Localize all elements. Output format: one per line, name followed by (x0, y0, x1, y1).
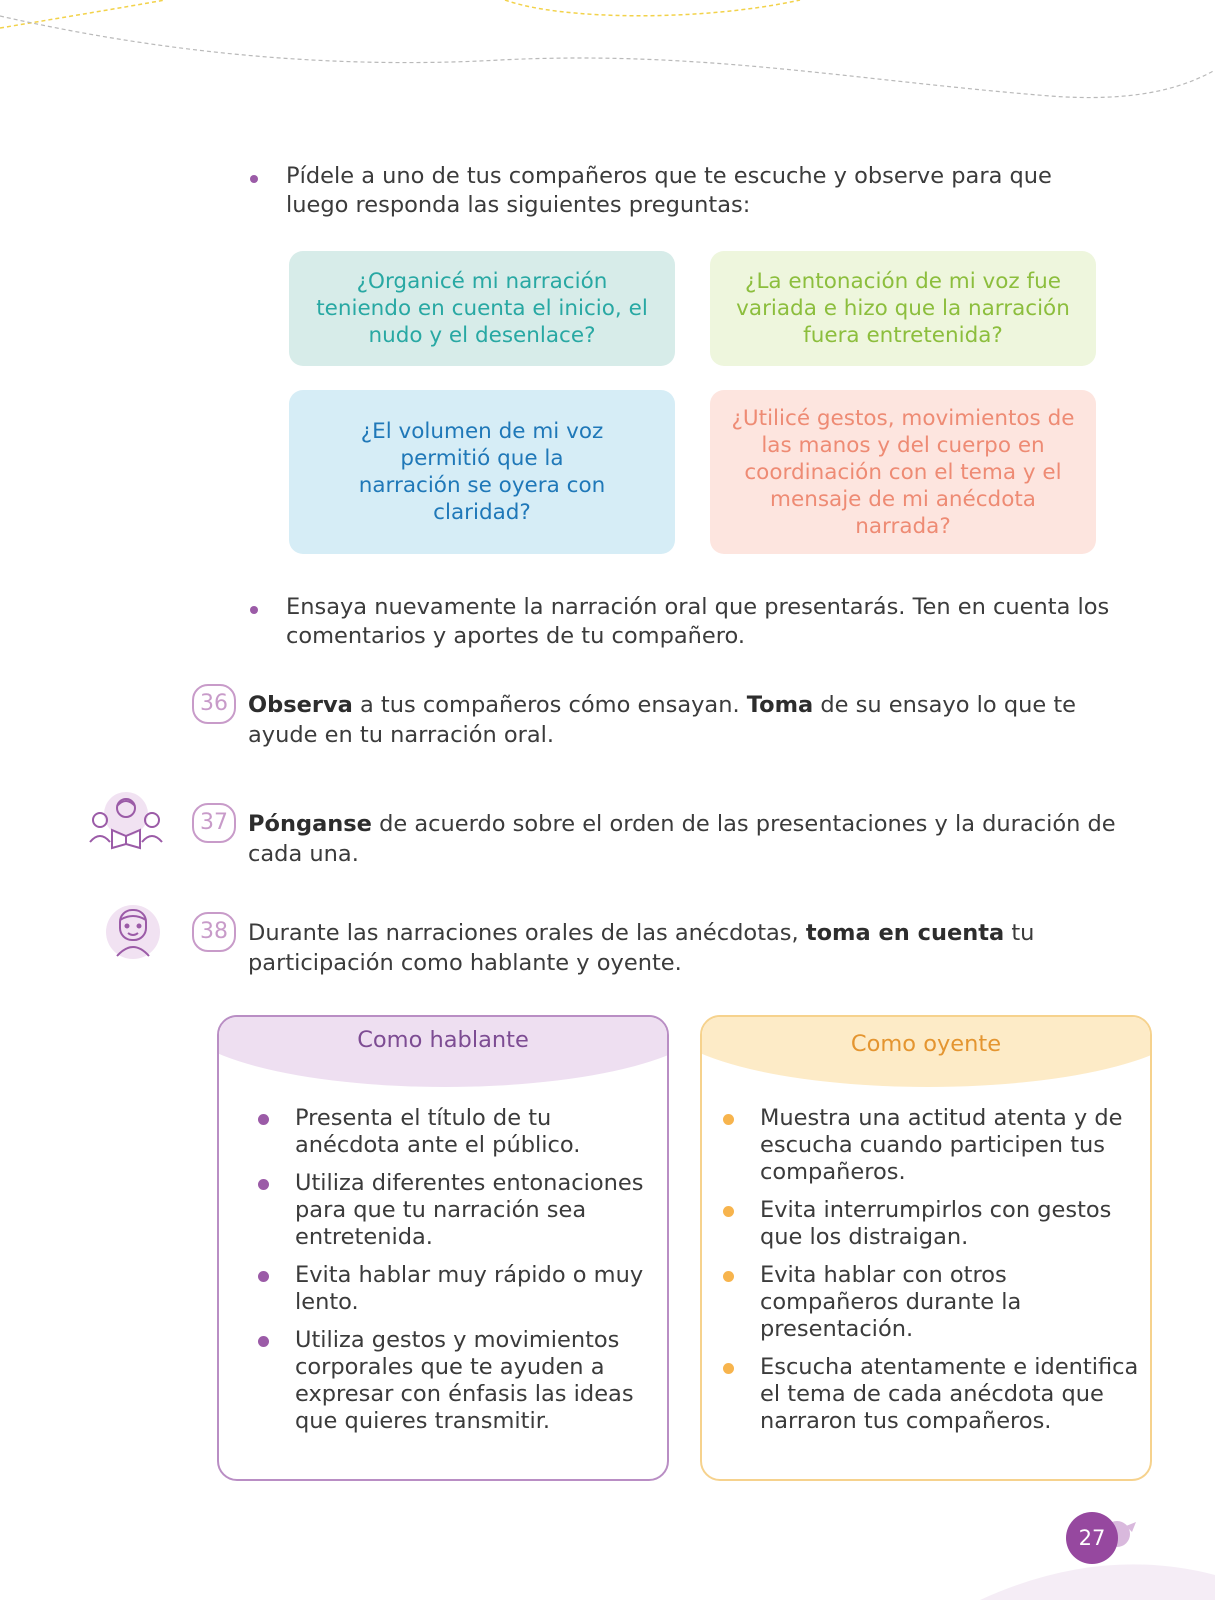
speaker-list (257, 1105, 647, 1446)
list-item-text: Escucha atentamente e identifica el tema de cada anécdota que narraron tus compañeros. (760, 1354, 1139, 1434)
bullet-dot (258, 1336, 269, 1347)
question-box-organization (289, 251, 675, 366)
activity-37-text (248, 809, 1128, 869)
page-number: 27 (1066, 1512, 1118, 1564)
list-item-text: Evita interrumpirlos con gestos que los distraigan. (760, 1197, 1112, 1250)
activity-number-36: 36 (192, 684, 236, 724)
question-text: ¿Utilicé gestos, movimientos de las manos y del cuerpo en coordinación con el tema y el mensaje de mi anécdota narrada? (731, 405, 1075, 539)
bullet-dot (250, 606, 258, 614)
list-item (257, 1105, 647, 1159)
bullet-dot (723, 1363, 734, 1374)
activity-text: de acuerdo sobre el orden de las presentaciones y la duración de cada una. (248, 811, 1116, 867)
list-item-text: Utiliza gestos y movimientos corporales que te ayuden a expresar con énfasis las ideas que quieres transmitir. (295, 1327, 634, 1434)
activity-keyword: Toma (746, 692, 814, 718)
student-icon (103, 900, 163, 960)
question-text: ¿Organicé mi narración teniendo en cuenta el inicio, el nudo y el desenlace? (316, 269, 648, 348)
list-item-text: Evita hablar con otros compañeros durante la presentación. (760, 1262, 1022, 1342)
list-item (722, 1354, 1142, 1435)
list-item-text: Presenta el título de tu anécdota ante el público. (295, 1105, 581, 1158)
bullet-dot (258, 1179, 269, 1190)
question-box-intonation (710, 251, 1096, 366)
activity-text: Durante las narraciones orales de las anécdotas, (248, 920, 806, 946)
activity-36-text (248, 690, 1128, 750)
speaker-card-title: Como hablante (357, 1027, 529, 1053)
list-item (257, 1327, 647, 1435)
bullet-dot (723, 1271, 734, 1282)
list-item-text: Evita hablar muy rápido o muy lento. (295, 1262, 644, 1315)
list-item (722, 1262, 1142, 1343)
instruction-text: Pídele a uno de tus compañeros que te escuche y observe para que luego responda las siguientes preguntas: (286, 163, 1052, 218)
list-item (257, 1262, 647, 1316)
activity-text: a tus compañeros cómo ensayan. (352, 692, 747, 718)
bullet-dot (258, 1271, 269, 1282)
question-box-gestures (710, 390, 1096, 554)
activity-number-37: 37 (192, 803, 236, 843)
bullet-dot (250, 175, 258, 183)
listener-card-title: Como oyente (850, 1031, 1002, 1057)
bullet-dot (258, 1114, 269, 1125)
listener-card (700, 1015, 1152, 1481)
activity-keyword: toma en cuenta (805, 920, 1005, 946)
activity-keyword: Pónganse (248, 811, 372, 837)
list-item-text: Utiliza diferentes entonaciones para que tu narración sea entretenida. (295, 1170, 644, 1250)
list-item (722, 1197, 1142, 1251)
activity-keyword: Observa (248, 692, 353, 718)
activity-text: de su ensayo lo que te ayude en tu narración oral. (248, 692, 1077, 748)
list-item (257, 1170, 647, 1251)
question-box-volume (289, 390, 675, 554)
bullet-dot (723, 1206, 734, 1217)
instruction-text: Ensaya nuevamente la narración oral que presentarás. Ten en cuenta los comentarios y aportes de tu compañero. (286, 594, 1110, 649)
list-item-text: Muestra una actitud atenta y de escucha cuando participen tus compañeros. (760, 1105, 1123, 1185)
bullet-dot (723, 1114, 734, 1125)
group-reading-icon (86, 790, 166, 852)
list-item (722, 1105, 1142, 1186)
listener-list (722, 1105, 1142, 1446)
activity-38-text (248, 918, 1128, 978)
activity-number-38: 38 (192, 912, 236, 952)
decorative-wave-lines (0, 0, 1215, 110)
question-text: ¿El volumen de mi voz permitió que la narración se oyera con claridad? (358, 419, 606, 525)
question-text: ¿La entonación de mi voz fue variada e hizo que la narración fuera entretenida? (736, 269, 1070, 348)
activity-text: tu participación como hablante y oyente. (248, 920, 1035, 976)
speaker-card (217, 1015, 669, 1481)
